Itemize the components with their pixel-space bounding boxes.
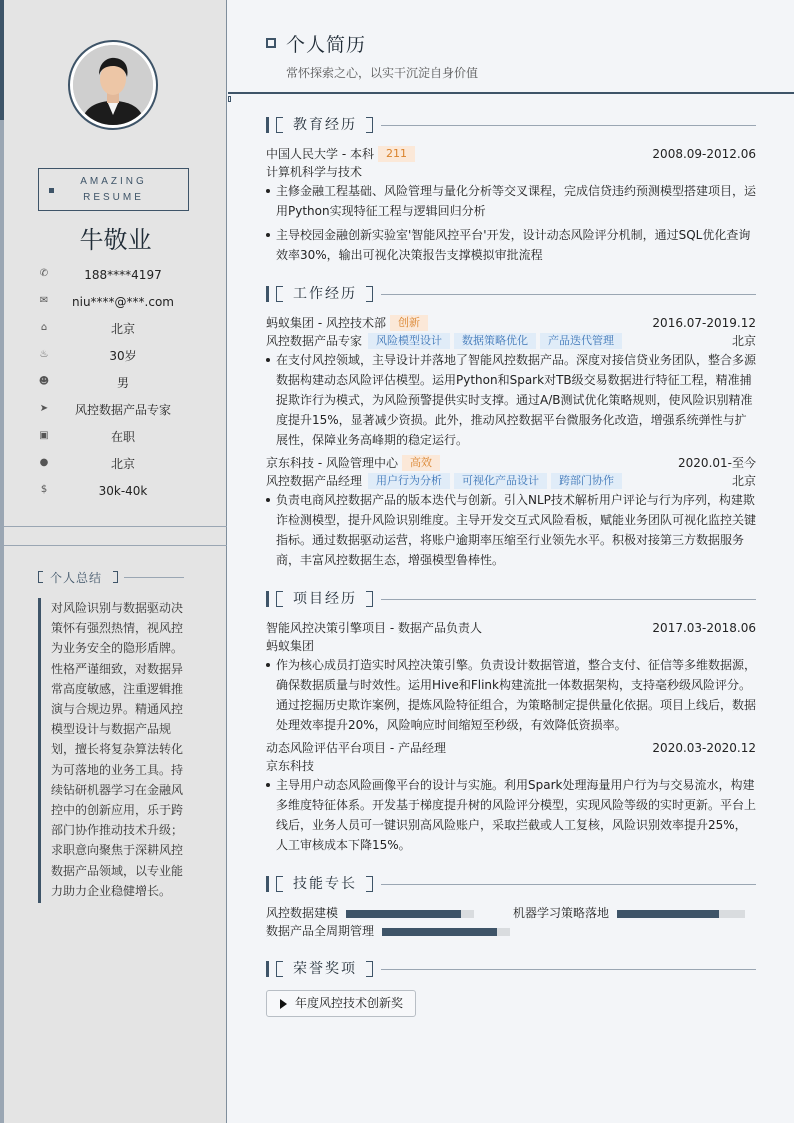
bullet-dot-icon	[266, 358, 270, 362]
section-title: 教育经历	[293, 117, 357, 133]
section-project-heading	[266, 590, 756, 608]
skill-chip: 产品迭代管理	[540, 333, 622, 349]
project-date: 2017.03-2018.06	[652, 621, 756, 635]
birthday-cake-icon: ♨	[39, 349, 49, 360]
work-city: 北京	[731, 474, 756, 488]
bullet-text: 主修金融工程基础、风险管理与量化分析等交叉课程，完成信贷违约预测模型搭建项目，运用Python实现特征工程与逻辑回归分析	[276, 184, 757, 218]
work-header-row	[266, 454, 756, 472]
skill-chip: 风险模型设计	[368, 333, 450, 349]
avatar-photo	[73, 45, 153, 125]
location-pin-icon: ●	[39, 457, 49, 468]
bracket-right-icon	[366, 876, 373, 892]
bullet-dot-icon	[266, 189, 270, 193]
info-value: 北京	[110, 457, 135, 471]
skill-name: 机器学习策略落地	[513, 906, 610, 920]
education-bullet	[266, 225, 756, 265]
project-company-row	[266, 757, 756, 775]
title-square-icon	[266, 38, 276, 48]
sidebar	[4, 0, 227, 1123]
main-content	[228, 0, 794, 1123]
work-city: 北京	[731, 334, 756, 348]
skill-track	[346, 910, 474, 918]
section-title: 工作经历	[293, 286, 357, 302]
summary-title: 个人总结	[50, 571, 103, 585]
bullet-text: 主导校园金融创新实验室'智能风控平台'开发，设计动态风险评分机制，通过SQL优化查询效率30%，输出可视化决策报告支撑模拟审批流程	[276, 228, 751, 262]
major: 计算机科学与技术	[266, 165, 363, 179]
info-value: 30岁	[109, 349, 137, 363]
bracket-right-icon	[366, 117, 373, 133]
bullet-dot-icon	[266, 663, 270, 667]
project-header-row	[266, 619, 756, 637]
bracket-left-icon	[276, 876, 283, 892]
info-value: 在职	[110, 430, 135, 444]
section-rule	[381, 599, 756, 600]
award-name: 年度风控技术创新奖	[295, 996, 404, 1010]
briefcase-icon: ▣	[39, 430, 49, 441]
work-tag-badge: 创新	[390, 315, 428, 331]
education-major-row	[266, 163, 756, 181]
section-rule	[381, 884, 756, 885]
info-target-city	[4, 454, 227, 474]
skill-level-bar	[617, 910, 719, 918]
info-phone	[4, 265, 227, 285]
work-role-row	[266, 472, 756, 490]
info-value: 风控数据产品专家	[74, 403, 171, 417]
bracket-right-icon	[366, 591, 373, 607]
project-title: 动态风险评估平台项目 - 产品经理	[266, 741, 446, 755]
phone-icon: ✆	[39, 268, 49, 279]
project-company-row	[266, 637, 756, 655]
bracket-left-icon	[276, 286, 283, 302]
person-portrait-icon	[73, 45, 153, 125]
bracket-left-icon	[276, 591, 283, 607]
bracket-right-icon	[113, 571, 118, 583]
salary-icon: $	[40, 484, 48, 495]
work-role-row	[266, 332, 756, 350]
bullet-text: 负责电商风控数据产品的版本迭代与创新。引入NLP技术解析用户评论与行为序列，构建欺诈检测模型，提升风险识别维度。主导开发交互式风险看板，赋能业务团队可视化监控关键指标。通过数据驱动运营，将账户逾期率压缩至行业领先水平。积极对接第三方数据服务商，丰富风控数据生态，增强模型鲁棒性。	[276, 493, 757, 567]
school-tag-badge: 211	[378, 146, 415, 162]
work-date: 2020.01-至今	[678, 456, 756, 470]
project-description	[266, 775, 756, 855]
skill-name: 风控数据建模	[266, 906, 339, 920]
skill-chip: 用户行为分析	[368, 473, 450, 489]
section-work-heading	[266, 285, 756, 303]
skill-item	[266, 905, 476, 921]
work-date: 2016.07-2019.12	[652, 316, 756, 330]
info-value: 30k-40k	[98, 484, 148, 498]
skill-chip: 可视化产品设计	[454, 473, 547, 489]
header-marker	[228, 96, 231, 102]
skill-level-bar	[346, 910, 461, 918]
bullet-text: 主导用户动态风险画像平台的设计与实施。利用Spark处理海量用户行为与交易流水，构建多维度特征体系。开发基于梯度提升树的风险评分模型，实现风险等级的实时更新。平台上线后，业务人员可一键识别高风险账户，采取拦截或人工复核，风险识别效率提升25%，人工审核成本下降15%。	[276, 778, 757, 852]
project-date: 2020.03-2020.12	[652, 741, 756, 755]
section-education-heading	[266, 116, 756, 134]
skill-chip: 跨部门协作	[551, 473, 622, 489]
company-name: 京东科技 - 风险管理中心	[266, 456, 398, 470]
education-bullet	[266, 181, 756, 221]
email-icon: ✉	[39, 295, 49, 306]
info-target-position	[4, 400, 227, 420]
job-role: 风控数据产品经理	[266, 474, 363, 488]
work-description	[266, 490, 756, 570]
work-description	[266, 350, 756, 450]
job-role: 风控数据产品专家	[266, 334, 363, 348]
section-bar-icon	[266, 117, 269, 133]
section-rule	[381, 294, 756, 295]
section-rule	[381, 969, 756, 970]
heading-rule	[124, 577, 184, 578]
info-age	[4, 346, 227, 366]
face-icon: ☻	[38, 376, 50, 387]
info-value: 188****4197	[84, 268, 162, 282]
info-email	[4, 292, 227, 312]
skill-track	[617, 910, 745, 918]
skill-item	[266, 923, 516, 939]
summary-heading	[38, 569, 198, 585]
section-title: 项目经历	[293, 591, 357, 607]
summary-text: 对风险识别与数据驱动决策怀有强烈热情，视风控为业务安全的隐形盾牌。性格严谨细致，对数据异常高度敏感，注重逻辑推演与合规边界。精通风控模型设计与数据产品规划，擅长将复杂算法转化为可落地的业务工具。持续钻研机器学习在金融风控中的创新应用，乐于跨部门协作推动技术升级；求职意向聚焦于深耕风控数据产品领域，以专业能力助力企业稳健增长。	[38, 598, 188, 903]
work-tag-badge: 高效	[402, 455, 440, 471]
bracket-right-icon	[366, 286, 373, 302]
bullet-dot-icon	[266, 783, 270, 787]
section-title: 技能专长	[293, 876, 357, 892]
page-subtitle: 常怀探索之心，以实干沉淀自身价值	[286, 66, 479, 80]
info-value: 男	[116, 376, 129, 390]
candidate-name: 牛敬业	[79, 226, 152, 254]
project-header-row	[266, 739, 756, 757]
school-name: 中国人民大学 - 本科	[266, 147, 374, 161]
project-description	[266, 655, 756, 735]
skill-track	[382, 928, 510, 936]
info-gender	[4, 373, 227, 393]
bullet-dot-icon	[266, 498, 270, 502]
work-header-row	[266, 314, 756, 332]
header-rule	[228, 92, 794, 94]
bracket-left-icon	[276, 961, 283, 977]
skill-chip: 数据策略优化	[454, 333, 536, 349]
badge-line-1: AMAZING	[80, 176, 147, 187]
home-icon: ⌂	[40, 322, 48, 333]
sidebar-divider	[4, 545, 227, 546]
section-skills-heading	[266, 875, 756, 893]
project-company: 京东科技	[266, 759, 315, 773]
info-salary	[4, 481, 227, 501]
section-honors-heading	[266, 960, 756, 978]
section-bar-icon	[266, 876, 269, 892]
project-title: 智能风控决策引擎项目 - 数据产品负责人	[266, 621, 482, 635]
section-title: 荣誉奖项	[293, 961, 357, 977]
info-value: niu****@***.com	[72, 295, 174, 309]
section-bar-icon	[266, 591, 269, 607]
page-title: 个人简历	[286, 34, 367, 56]
amazing-resume-badge	[38, 168, 189, 211]
bracket-right-icon	[366, 961, 373, 977]
bullet-text: 在支付风控领域，主导设计并落地了智能风控数据产品。深度对接信贷业务团队，整合多源数据构建动态风险评估模型。运用Python和Spark对TB级交易数据进行特征工程，精准捕捉欺诈行为模式，为风险预警提供实时支撑。通过A/B测试优化策略规则，使风险识别精准度提升15%，显著减少资损。此外，推动风控数据平台微服务化改造，增强系统弹性与扩展性，保障业务高峰期的稳定运行。	[276, 353, 757, 447]
send-icon: ➤	[39, 403, 49, 414]
skill-level-bar	[382, 928, 497, 936]
bullet-dot-icon	[266, 233, 270, 237]
badge-square-icon	[49, 188, 54, 193]
sidebar-divider	[4, 526, 227, 527]
award-item	[266, 990, 416, 1017]
info-value: 北京	[110, 322, 135, 336]
education-header-row	[266, 145, 756, 163]
section-rule	[381, 125, 756, 126]
skill-item	[513, 905, 748, 921]
info-hometown	[4, 319, 227, 339]
info-status	[4, 427, 227, 447]
section-bar-icon	[266, 961, 269, 977]
badge-line-2: RESUME	[83, 192, 144, 203]
education-date: 2008.09-2012.06	[652, 147, 756, 161]
skill-name: 数据产品全周期管理	[266, 924, 375, 938]
section-bar-icon	[266, 286, 269, 302]
company-name: 蚂蚁集团 - 风控技术部	[266, 316, 386, 330]
bracket-left-icon	[276, 117, 283, 133]
play-triangle-icon	[280, 999, 287, 1009]
bracket-left-icon	[38, 571, 43, 583]
avatar	[68, 40, 158, 130]
project-company: 蚂蚁集团	[266, 639, 315, 653]
bullet-text: 作为核心成员打造实时风控决策引擎。负责设计数据管道，整合支付、征信等多维数据源，确保数据质量与时效性。运用Hive和Flink构建流批一体数据架构，支持毫秒级风险评分。通过挖掘历史欺诈案例，提炼风险特征组合，为策略制定提供量化依据。项目上线后，数据处理效率提升20%，风险响应时间缩短至秒级，有效降低资损率。	[276, 658, 757, 732]
